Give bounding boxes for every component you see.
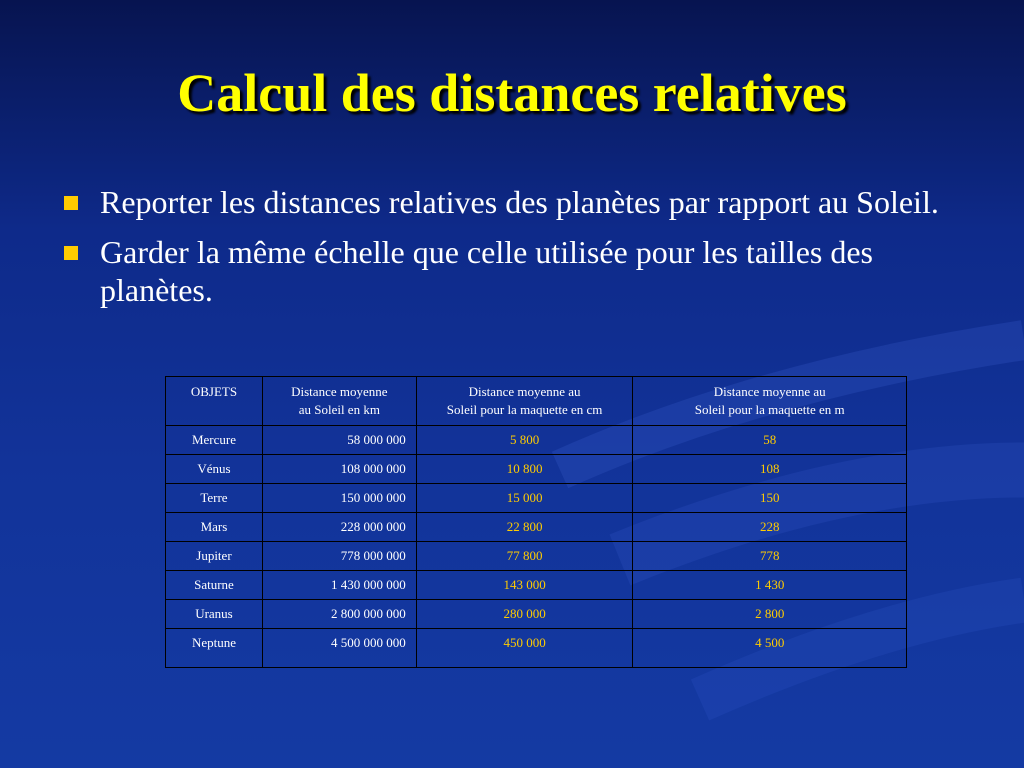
column-header: Distance moyenne au Soleil pour la maquette en m: [633, 377, 907, 426]
distance-km-cell: 778 000 000: [262, 542, 416, 571]
distance-m-cell: 150: [633, 484, 907, 513]
square-bullet-icon: [64, 196, 78, 210]
bullet-text: Garder la même échelle que celle utilisée pour les tailles des planètes.: [100, 234, 873, 308]
distance-m-cell: 58: [633, 426, 907, 455]
object-name-cell: Neptune: [166, 629, 263, 668]
object-name-cell: Vénus: [166, 455, 263, 484]
object-name-cell: Terre: [166, 484, 263, 513]
table-row: [166, 629, 907, 668]
distance-km-cell: 150 000 000: [262, 484, 416, 513]
distance-cm-cell: 22 800: [416, 513, 633, 542]
column-header: Distance moyenne au Soleil en km: [262, 377, 416, 426]
square-bullet-icon: [64, 246, 78, 260]
bullet-item: [60, 183, 980, 221]
table-body: [166, 426, 907, 668]
table-row: [166, 600, 907, 629]
column-header: Distance moyenne au Soleil pour la maquette en cm: [416, 377, 633, 426]
distance-km-cell: 2 800 000 000: [262, 600, 416, 629]
distance-km-cell: 1 430 000 000: [262, 571, 416, 600]
object-name-cell: Uranus: [166, 600, 263, 629]
table-row: [166, 455, 907, 484]
table-row: [166, 542, 907, 571]
distance-cm-cell: 280 000: [416, 600, 633, 629]
object-name-cell: Mars: [166, 513, 263, 542]
distance-km-cell: 228 000 000: [262, 513, 416, 542]
table-row: [166, 426, 907, 455]
object-name-cell: Jupiter: [166, 542, 263, 571]
column-header: OBJETS: [166, 377, 263, 426]
distance-cm-cell: 143 000: [416, 571, 633, 600]
distance-cm-cell: 15 000: [416, 484, 633, 513]
distance-km-cell: 58 000 000: [262, 426, 416, 455]
table-row: [166, 513, 907, 542]
slide-title: Calcul des distances relatives: [177, 63, 847, 123]
distance-m-cell: 1 430: [633, 571, 907, 600]
distance-cm-cell: 5 800: [416, 426, 633, 455]
distance-m-cell: 228: [633, 513, 907, 542]
distance-m-cell: 778: [633, 542, 907, 571]
distance-m-cell: 2 800: [633, 600, 907, 629]
bullet-text: Reporter les distances relatives des planètes par rapport au Soleil.: [100, 184, 939, 220]
distance-km-cell: 4 500 000 000: [262, 629, 416, 668]
object-name-cell: Saturne: [166, 571, 263, 600]
distance-cm-cell: 10 800: [416, 455, 633, 484]
table-row: [166, 571, 907, 600]
table-header-row: [166, 377, 907, 426]
distances-table: [165, 376, 907, 668]
distance-km-cell: 108 000 000: [262, 455, 416, 484]
distance-m-cell: 4 500: [633, 629, 907, 668]
bullet-list: [60, 183, 980, 321]
distance-cm-cell: 77 800: [416, 542, 633, 571]
bullet-item: [60, 233, 980, 309]
distance-m-cell: 108: [633, 455, 907, 484]
table-header: [166, 377, 907, 426]
object-name-cell: Mercure: [166, 426, 263, 455]
table-row: [166, 484, 907, 513]
distance-cm-cell: 450 000: [416, 629, 633, 668]
